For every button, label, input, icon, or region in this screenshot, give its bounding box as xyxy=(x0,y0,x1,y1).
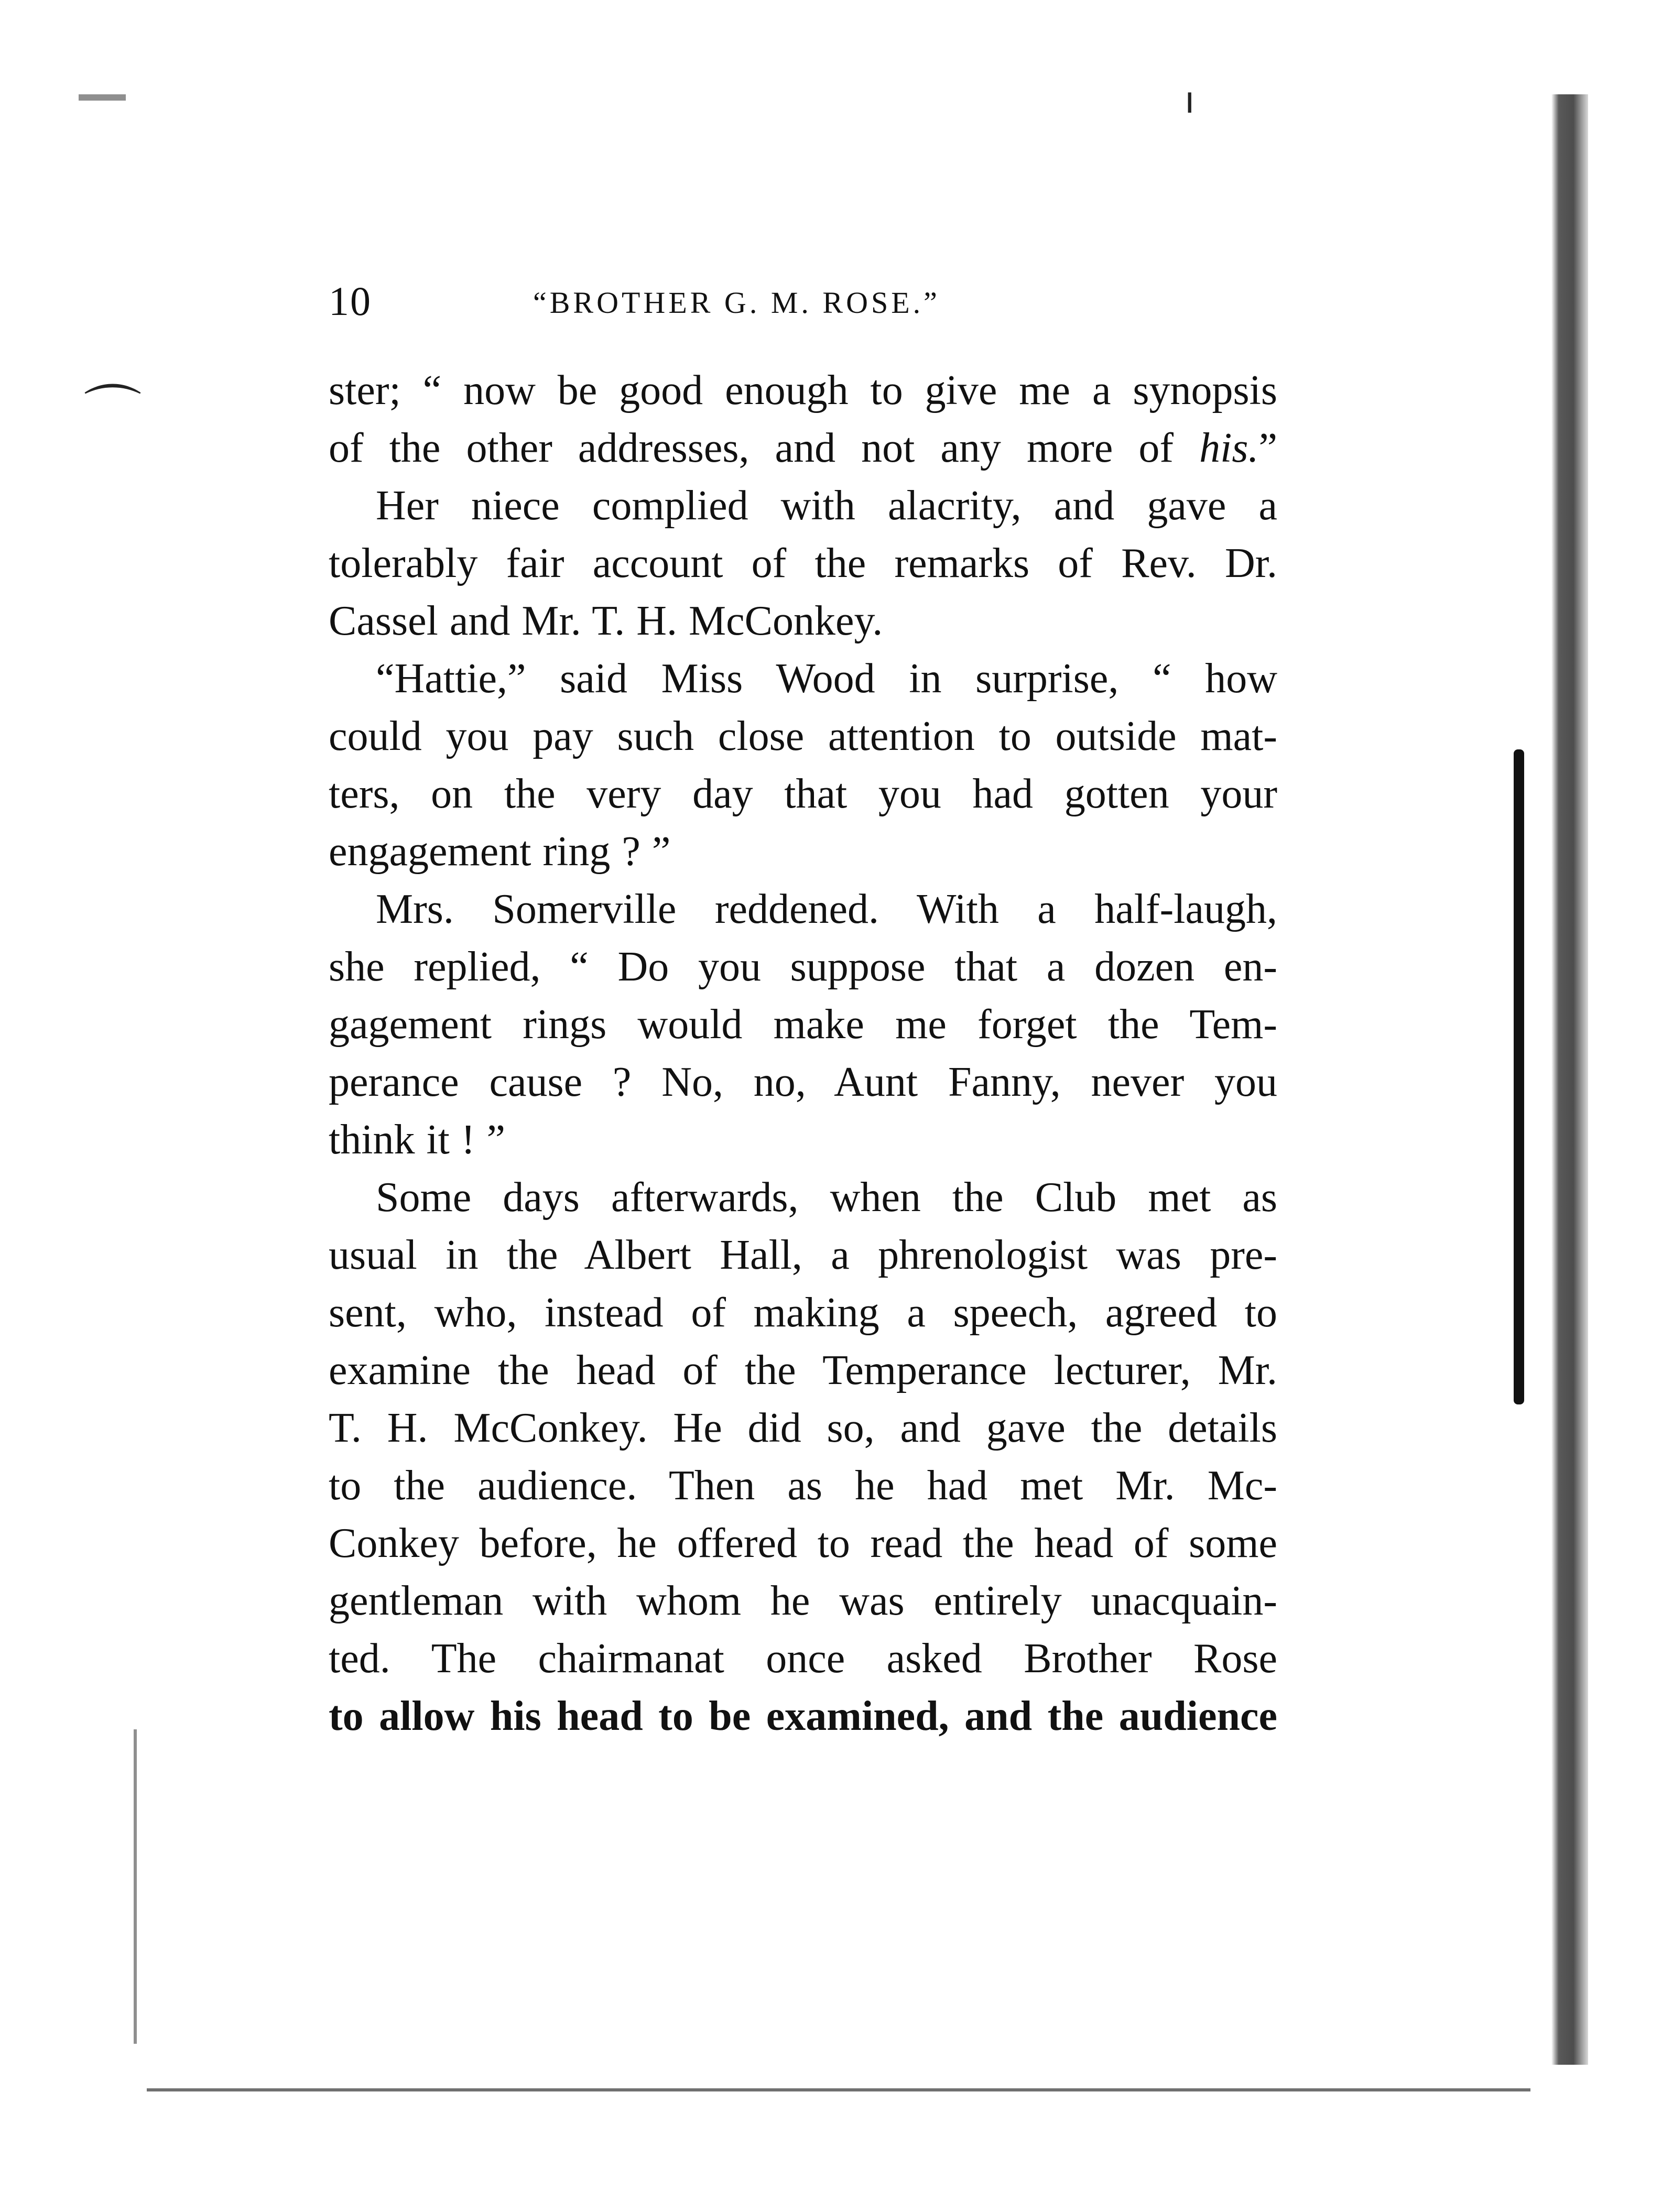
body-text xyxy=(329,362,1277,1745)
text-line: ted. The chairmanat once asked Brother Rose xyxy=(329,1636,1277,1682)
text-line: Her niece complied with alacrity, and gave a xyxy=(376,483,1277,529)
text-line: T. H. McConkey. He did so, and gave the details xyxy=(329,1405,1277,1451)
scan-edge-shadow xyxy=(1551,94,1588,2065)
text-line: she replied, “ Do you suppose that a dozen en- xyxy=(329,944,1277,990)
margin-tick-icon: ı xyxy=(1185,79,1195,122)
text-line: perance cause ? No, no, Aunt Fanny, never you xyxy=(329,1059,1277,1105)
text-line: to the audience. Then as he had met Mr. Mc- xyxy=(329,1463,1277,1509)
text-line: think it ! ” xyxy=(329,1117,506,1163)
scan-bottom-edge xyxy=(147,2088,1530,2091)
text-line: could you pay such close attention to outside mat- xyxy=(329,713,1277,759)
text-line: gentleman with whom he was entirely unacquain- xyxy=(329,1578,1277,1624)
text-line: usual in the Albert Hall, a phrenologist was pre- xyxy=(329,1232,1277,1278)
text-line: Conkey before, he offered to read the head of some xyxy=(329,1520,1277,1566)
running-header xyxy=(329,273,1277,330)
text-line: Cassel and Mr. T. H. McConkey. xyxy=(329,598,883,644)
text-line: Mrs. Somerville reddened. With a half-laugh, xyxy=(376,886,1277,932)
text-line: ster; “ now be good enough to give me a synopsis xyxy=(329,367,1277,413)
text-line: gagement rings would make me forget the Tem- xyxy=(329,1001,1277,1048)
text-line: examine the head of the Temperance lecturer, Mr. xyxy=(329,1347,1277,1393)
running-title: “BROTHER G. M. ROSE.” xyxy=(533,286,940,320)
scan-left-edge xyxy=(134,1729,137,2044)
text-line: tolerably fair account of the remarks of Rev. Dr. xyxy=(329,540,1277,586)
margin-scribble-icon: ⌒ xyxy=(84,379,142,446)
text-line: engagement ring ? ” xyxy=(329,829,671,875)
text-line: sent, who, instead of making a speech, agreed to xyxy=(329,1290,1277,1336)
text-line: ters, on the very day that you had gotten your xyxy=(329,771,1277,817)
text-line: Some days afterwards, when the Club met as xyxy=(376,1174,1277,1221)
scan-mark xyxy=(79,94,126,101)
text-line: “Hattie,” said Miss Wood in surprise, “ how xyxy=(376,656,1277,702)
scan-margin-bracket xyxy=(1514,749,1524,1404)
text-line: of the other addresses, and not any more of his.” xyxy=(329,425,1277,471)
page-number: 10 xyxy=(329,278,372,324)
text-line: to allow his head to be examined, and the audience xyxy=(329,1693,1277,1739)
